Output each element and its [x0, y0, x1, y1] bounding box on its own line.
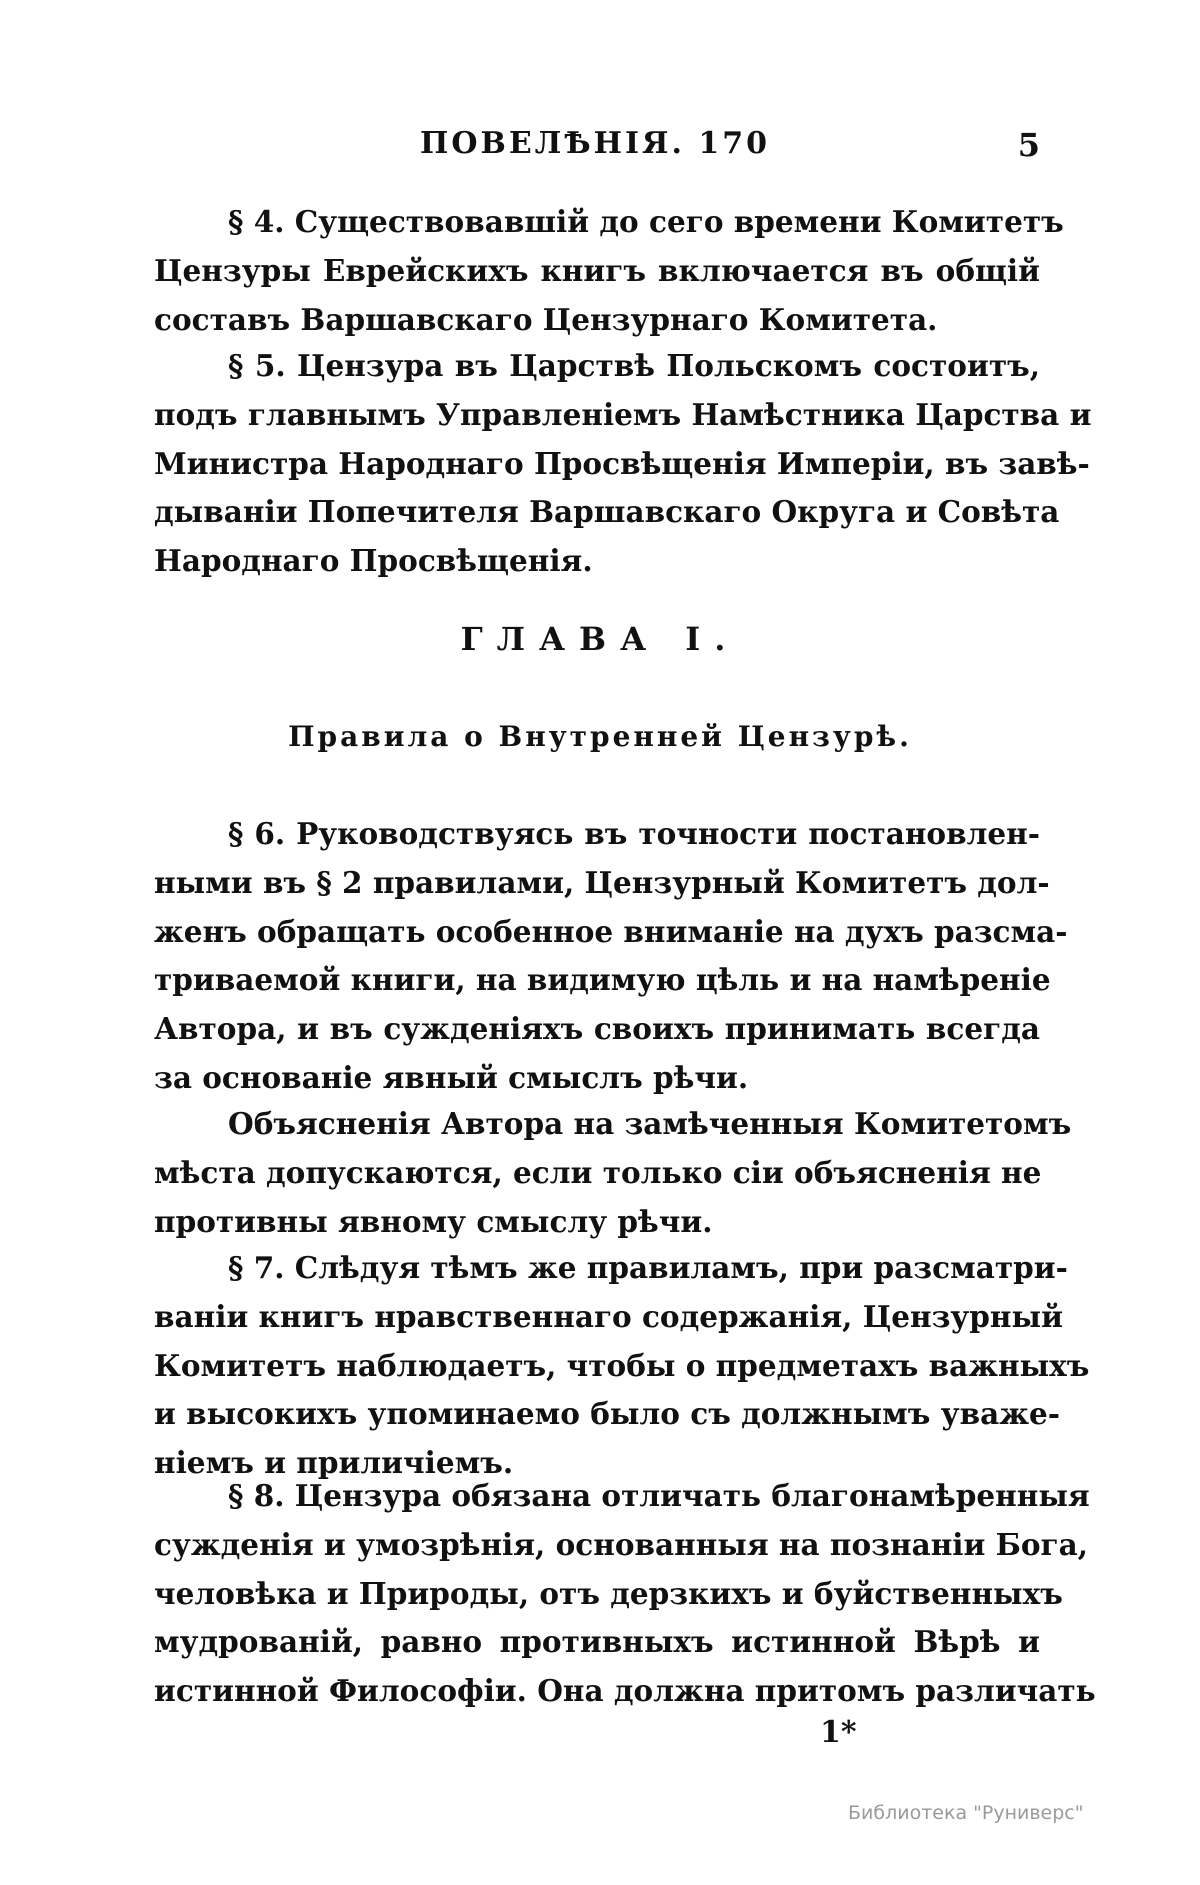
text-line: § 4. Существовавшій до сего времени Комитетъ — [228, 204, 1064, 239]
text-line: противны явному смыслу рѣчи. — [154, 1203, 713, 1239]
text-line: и высокихъ упоминаемо было съ должнымъ уваже- — [154, 1396, 1061, 1432]
text-line: женъ обращать особенное вниманіе на духъ разсма- — [154, 913, 1068, 949]
text-line: сужденія и умозрѣнія, основанныя на познаніи Бога, — [154, 1526, 1089, 1562]
text-line: Объясненія Автора на замѣченныя Комитетомъ — [228, 1106, 1072, 1141]
library-watermark: Библиотека "Руниверс" — [848, 1802, 1084, 1824]
text-line: дываніи Попечителя Варшавскаго Округа и Совѣта — [154, 494, 1060, 530]
text-line: ваніи книгъ нравственнаго содержанія, Цензурный — [154, 1298, 1063, 1334]
paragraph-section-5 — [154, 342, 1092, 586]
text-line: § 5. Цензура въ Царствѣ Польскомъ состоитъ, — [228, 348, 1040, 383]
running-head — [150, 126, 1040, 172]
paragraph-section-8 — [154, 1472, 1096, 1716]
text-line: истинной Философіи. Она должна притомъ различать — [154, 1673, 1096, 1709]
chapter-heading: ГЛАВА I. — [460, 620, 740, 658]
text-line: Комитетъ наблюдаетъ, чтобы о предметахъ важныхъ — [154, 1347, 1090, 1383]
text-line: § 6. Руководствуясь въ точности постановлен- — [228, 816, 1040, 851]
text-line: составъ Варшавскаго Цензурнаго Комитета. — [154, 301, 938, 337]
text-line: ніемъ и приличіемъ. — [154, 1445, 514, 1481]
section-heading: Правила о Внутренней Цензурѣ. — [288, 720, 912, 753]
text-line: Народнаго Просвѣщенія. — [154, 543, 593, 579]
text-line: § 8. Цензура обязана отличать благонамѣренныя — [228, 1478, 1090, 1513]
signature-mark: 1* — [820, 1715, 857, 1750]
text-line: мудрованій, равно противныхъ истинной Вѣрѣ и — [154, 1624, 1040, 1660]
text-line: мѣста допускаются, если только сіи объясненія не — [154, 1154, 1042, 1190]
text-line: за основаніе явный смыслъ рѣчи. — [154, 1059, 749, 1095]
text-line: триваемой книги, на видимую цѣль и на намѣреніе — [154, 962, 1051, 998]
text-line: подъ главнымъ Управленіемъ Намѣстника Царства и — [154, 396, 1092, 432]
paragraph-author-explanations — [154, 1100, 1072, 1246]
paragraph-section-4 — [154, 198, 1064, 344]
paragraph-section-6 — [154, 810, 1068, 1103]
text-line: Министра Народнаго Просвѣщенія Имперіи, въ завѣ- — [154, 445, 1090, 481]
text-line: Цензуры Еврейскихъ книгъ включается въ общій — [154, 252, 1040, 288]
text-line: Автора, и въ сужденіяхъ своихъ принимать всегда — [154, 1011, 1040, 1047]
text-line: человѣка и Природы, отъ дерзкихъ и буйственныхъ — [154, 1575, 1063, 1611]
text-line: § 7. Слѣдуя тѣмъ же правиламъ, при разсматри- — [228, 1250, 1068, 1285]
running-head-title: ПОВЕЛѢНІЯ. 170 — [420, 126, 770, 161]
paragraph-section-7 — [154, 1244, 1090, 1488]
page-number: 5 — [1017, 126, 1040, 164]
text-line: ными въ § 2 правилами, Цензурный Комитетъ дол- — [154, 864, 1050, 900]
